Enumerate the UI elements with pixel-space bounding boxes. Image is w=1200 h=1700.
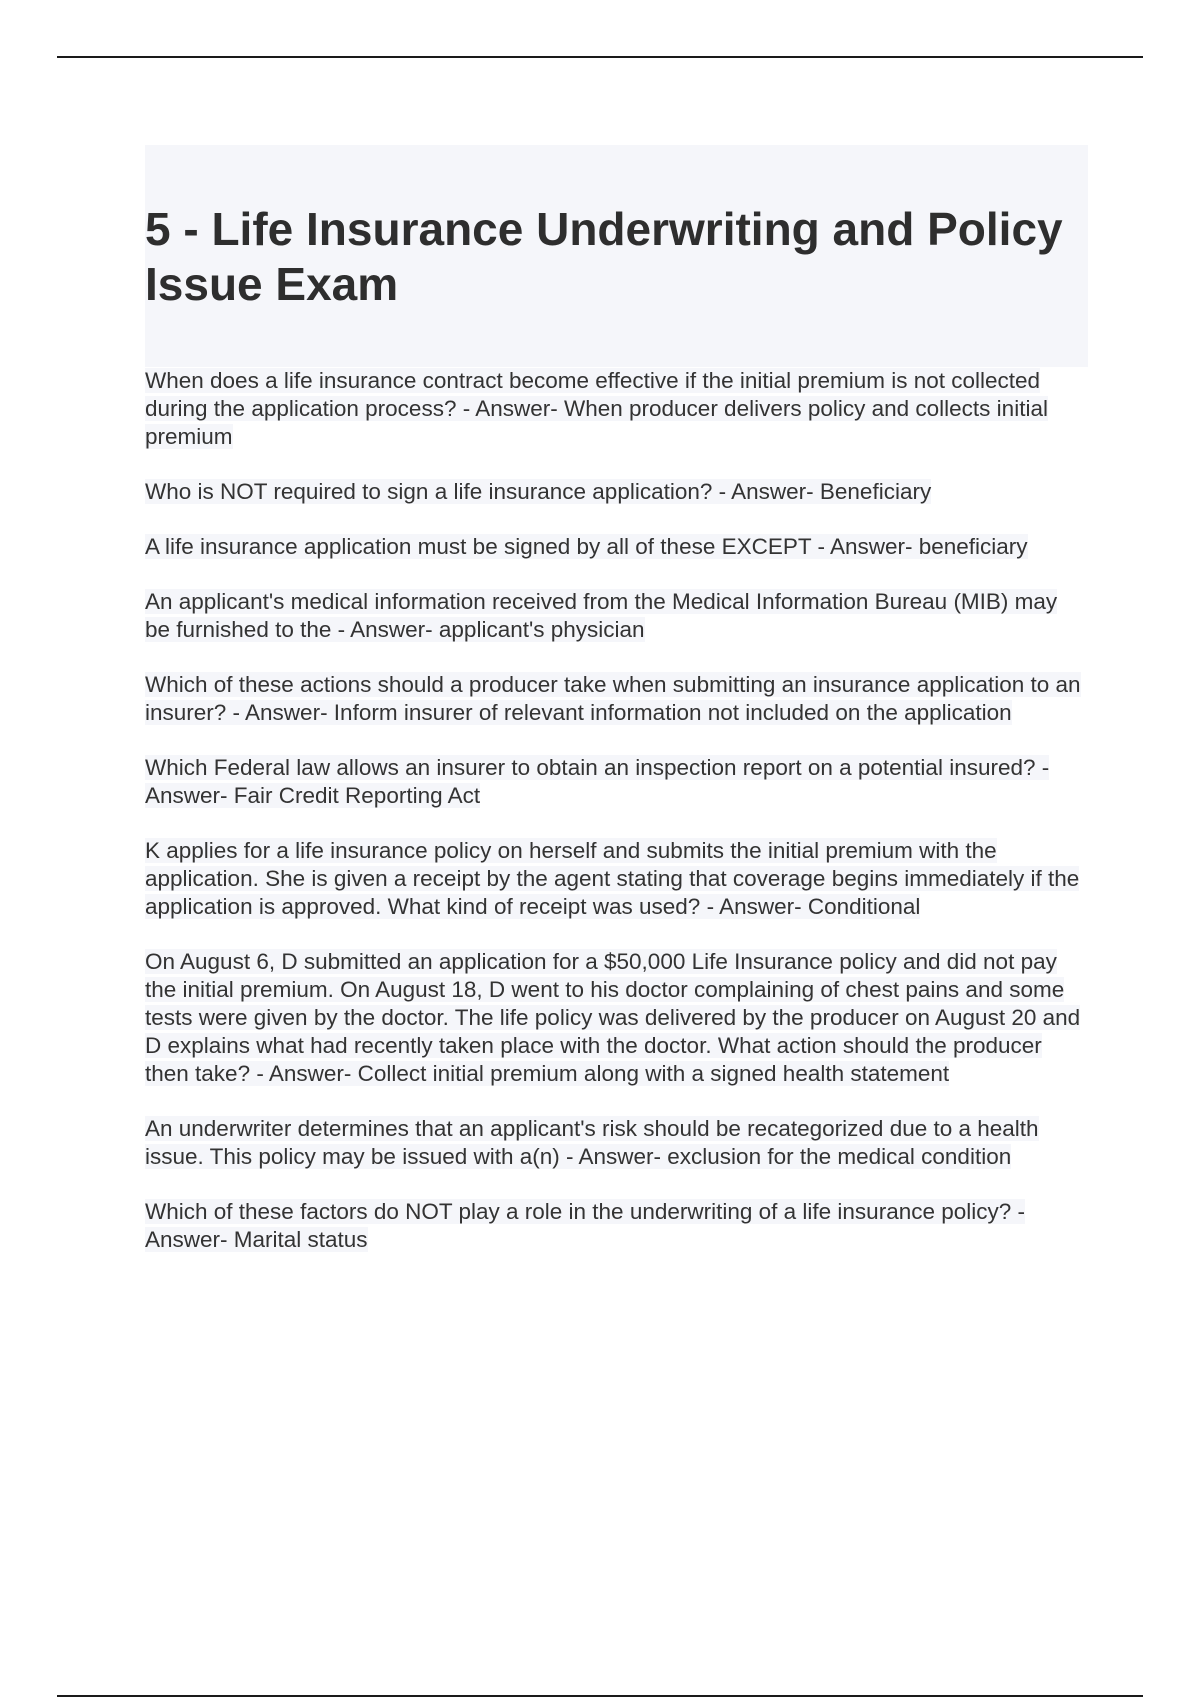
- qa-item: [145, 1198, 1088, 1254]
- page-title: 5 - Life Insurance Underwriting and Policy Issue Exam: [145, 203, 1063, 310]
- qa-text: An underwriter determines that an applicant's risk should be recategorized due to a health issue. This policy may be issued with a(n) - Answer- exclusion for the medical condition: [145, 1116, 1039, 1169]
- qa-item: [145, 533, 1088, 561]
- qa-item: [145, 671, 1088, 727]
- qa-item: [145, 367, 1088, 451]
- qa-text: K applies for a life insurance policy on herself and submits the initial premium with the application. She is given a receipt by the agent stating that coverage begins immediately if the application is approved. What kind of receipt was used? - Answer- Conditional: [145, 838, 1080, 919]
- qa-text: Which of these actions should a producer take when submitting an insurance application to an insurer? - Answer- Inform insurer of relevant information not included on the application: [145, 672, 1081, 725]
- qa-text: Which of these factors do NOT play a role in the underwriting of a life insurance policy? - Answer- Marital status: [145, 1199, 1026, 1252]
- qa-item: [145, 837, 1088, 921]
- qa-text: An applicant's medical information received from the Medical Information Bureau (MIB) may be furnished to the - Answer- applicant's physician: [145, 589, 1058, 642]
- qa-text: When does a life insurance contract become effective if the initial premium is not collected during the application process? - Answer- When producer delivers policy and collects initial premium: [145, 368, 1048, 449]
- qa-item: [145, 754, 1088, 810]
- qa-item: [145, 1115, 1088, 1171]
- top-divider: [57, 56, 1143, 58]
- bottom-divider: [57, 1695, 1143, 1697]
- qa-text: Who is NOT required to sign a life insurance application? - Answer- Beneficiary: [145, 479, 932, 504]
- qa-item: [145, 478, 1088, 506]
- qa-text: A life insurance application must be signed by all of these EXCEPT - Answer- beneficiary: [145, 534, 1028, 559]
- qa-item: [145, 588, 1088, 644]
- title-block: [145, 145, 1088, 367]
- qa-text: Which Federal law allows an insurer to obtain an inspection report on a potential insured? - Answer- Fair Credit Reporting Act: [145, 755, 1050, 808]
- qa-text: On August 6, D submitted an application for a $50,000 Life Insurance policy and did not pay the initial premium. On August 18, D went to his doctor complaining of chest pains and some tests were given by the doctor. The life policy was delivered by the producer on August 20 and D explains what had recently taken place with the doctor. What action should the producer then take? - Answer- Collect initial premium along with a signed health statement: [145, 949, 1081, 1086]
- qa-list: [145, 367, 1088, 1281]
- qa-item: [145, 948, 1088, 1088]
